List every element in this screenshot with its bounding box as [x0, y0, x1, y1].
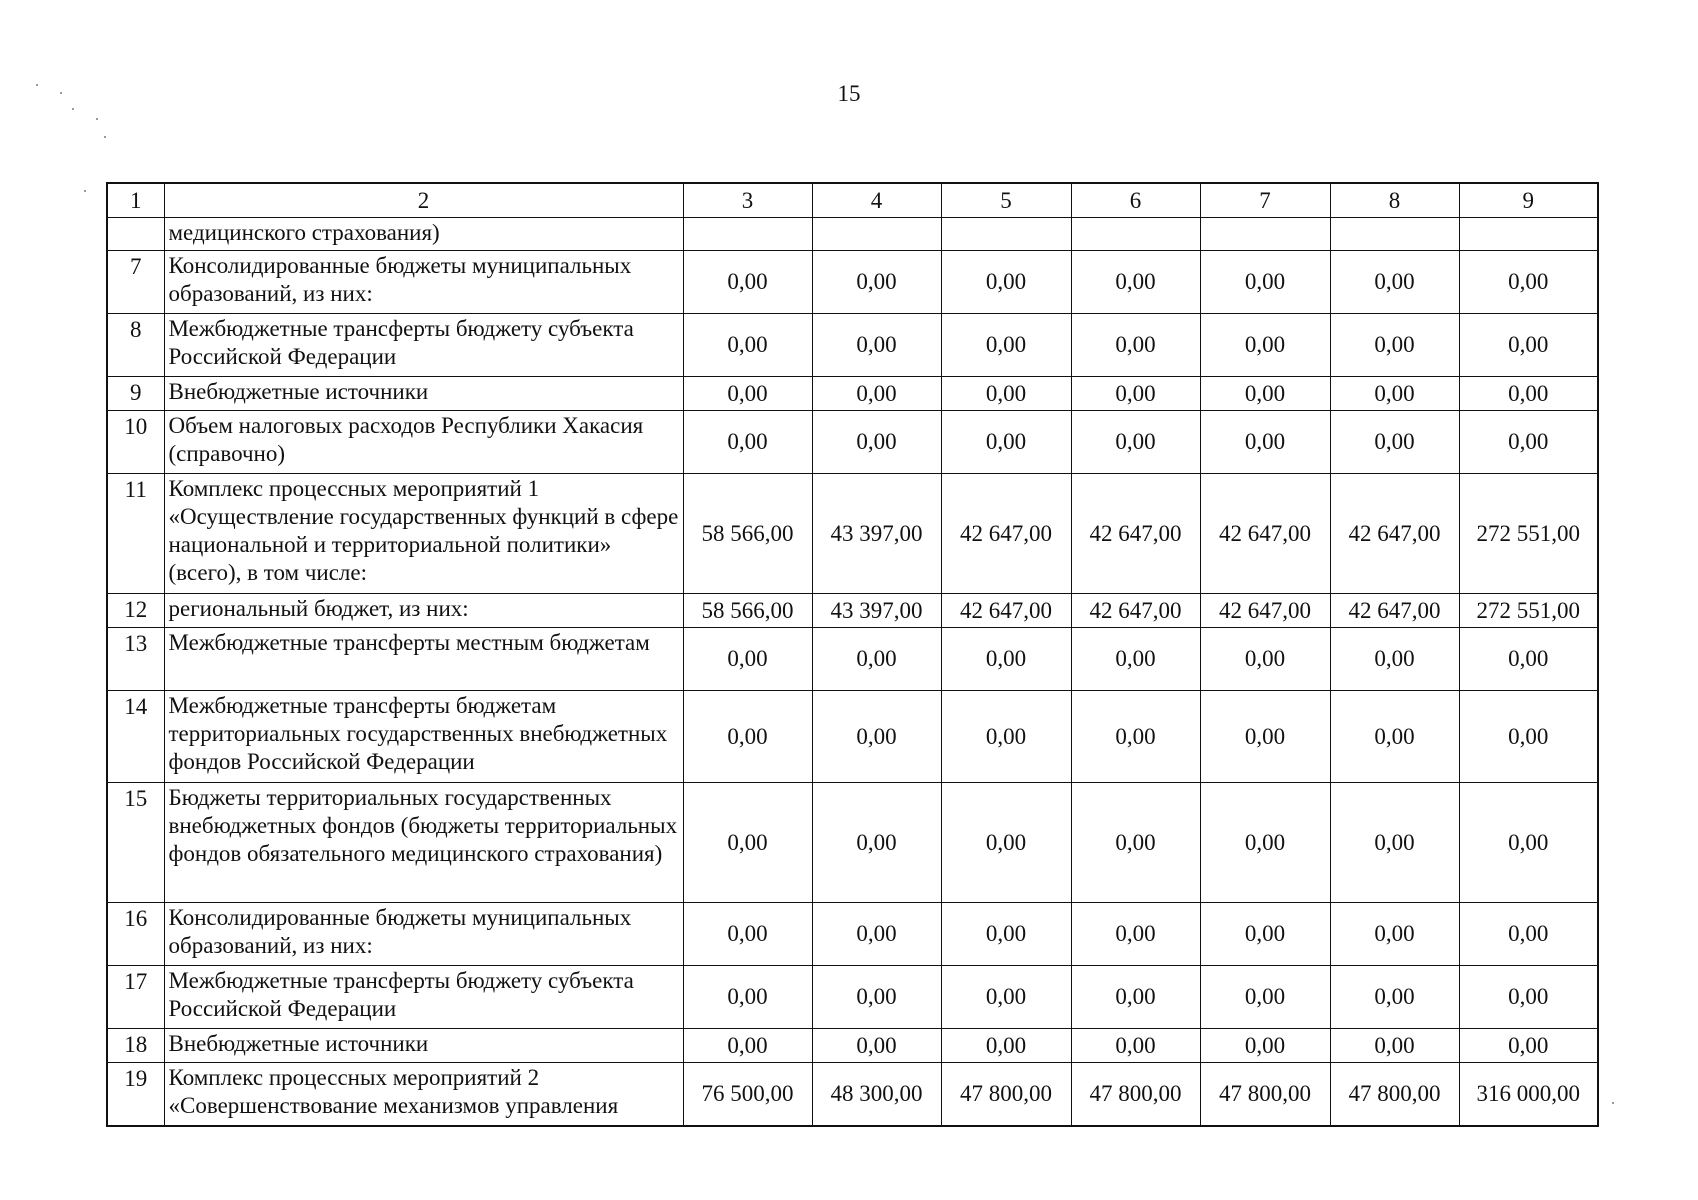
value-cell: 0,00 [1071, 314, 1200, 377]
row-number: 7 [107, 251, 164, 314]
value-cell: 0,00 [683, 783, 812, 903]
value-cell: 0,00 [1071, 251, 1200, 314]
table-row [107, 377, 1598, 411]
value-cell: 0,00 [683, 377, 812, 411]
column-header: 7 [1200, 183, 1330, 218]
value-cell: 0,00 [1459, 1029, 1598, 1063]
column-header: 8 [1330, 183, 1459, 218]
value-cell [683, 218, 812, 251]
value-cell: 0,00 [1071, 377, 1200, 411]
row-name: региональный бюджет, из них: [164, 594, 683, 628]
value-cell: 42 647,00 [941, 594, 1071, 628]
value-cell: 0,00 [1330, 966, 1459, 1029]
value-cell: 0,00 [1459, 628, 1598, 691]
value-cell: 42 647,00 [1071, 474, 1200, 594]
row-name: Внебюджетные источники [164, 377, 683, 411]
value-cell: 0,00 [1200, 411, 1330, 474]
value-cell: 0,00 [1200, 691, 1330, 783]
table-row [107, 691, 1598, 783]
value-cell: 0,00 [812, 1029, 941, 1063]
row-name: Межбюджетные трансферты бюджету субъекта Российской Федерации [164, 314, 683, 377]
row-name: медицинского страхования) [164, 218, 683, 251]
value-cell: 0,00 [812, 903, 941, 966]
budget-table [106, 182, 1599, 1127]
value-cell: 0,00 [812, 691, 941, 783]
row-number [107, 218, 164, 251]
value-cell: 0,00 [812, 628, 941, 691]
value-cell: 42 647,00 [1330, 594, 1459, 628]
value-cell: 0,00 [1330, 1029, 1459, 1063]
table-row [107, 1029, 1598, 1063]
value-cell: 0,00 [941, 377, 1071, 411]
value-cell [1459, 218, 1598, 251]
value-cell: 0,00 [683, 966, 812, 1029]
scan-speck [36, 84, 38, 86]
column-header: 1 [107, 183, 164, 218]
row-name: Внебюджетные источники [164, 1029, 683, 1063]
value-cell: 42 647,00 [1200, 594, 1330, 628]
table-row [107, 1063, 1598, 1126]
value-cell: 0,00 [1330, 377, 1459, 411]
row-number: 19 [107, 1063, 164, 1126]
table-row [107, 783, 1598, 903]
row-name: Объем налоговых расходов Республики Хакасия (справочно) [164, 411, 683, 474]
value-cell: 0,00 [941, 411, 1071, 474]
value-cell: 0,00 [1071, 411, 1200, 474]
value-cell: 42 647,00 [1330, 474, 1459, 594]
value-cell: 47 800,00 [1071, 1063, 1200, 1126]
scan-speck [96, 118, 98, 120]
table-row [107, 218, 1598, 251]
value-cell: 42 647,00 [1200, 474, 1330, 594]
scan-speck [72, 108, 74, 110]
value-cell: 47 800,00 [1330, 1063, 1459, 1126]
value-cell: 0,00 [1330, 691, 1459, 783]
table-row [107, 903, 1598, 966]
value-cell: 272 551,00 [1459, 474, 1598, 594]
value-cell: 0,00 [1459, 966, 1598, 1029]
value-cell: 0,00 [1330, 314, 1459, 377]
value-cell: 0,00 [1200, 628, 1330, 691]
row-name: Бюджеты территориальных государственных внебюджетных фондов (бюджеты территориальных фондов обязательного медицинского страхования) [164, 783, 683, 903]
value-cell: 0,00 [812, 783, 941, 903]
value-cell: 0,00 [1200, 1029, 1330, 1063]
value-cell: 58 566,00 [683, 594, 812, 628]
value-cell: 0,00 [1459, 783, 1598, 903]
value-cell: 58 566,00 [683, 474, 812, 594]
value-cell: 0,00 [1200, 251, 1330, 314]
value-cell: 0,00 [1330, 251, 1459, 314]
row-name: Комплекс процессных мероприятий 2 «Совершенствование механизмов управления [164, 1063, 683, 1126]
scan-speck [84, 190, 86, 192]
row-number: 11 [107, 474, 164, 594]
page-number: 15 [837, 81, 861, 106]
scan-speck [104, 136, 106, 138]
value-cell: 0,00 [812, 251, 941, 314]
value-cell: 0,00 [683, 314, 812, 377]
value-cell: 0,00 [683, 903, 812, 966]
value-cell: 0,00 [683, 691, 812, 783]
row-number: 10 [107, 411, 164, 474]
budget-table-container [106, 182, 1597, 1127]
row-number: 15 [107, 783, 164, 903]
row-name: Комплекс процессных мероприятий 1 «Осуществление государственных функций в сфере национальной и территориальной политики» (всего), в том числе: [164, 474, 683, 594]
value-cell: 76 500,00 [683, 1063, 812, 1126]
value-cell: 0,00 [1071, 1029, 1200, 1063]
table-row [107, 314, 1598, 377]
value-cell: 272 551,00 [1459, 594, 1598, 628]
table-row [107, 474, 1598, 594]
value-cell: 0,00 [1200, 314, 1330, 377]
value-cell: 47 800,00 [1200, 1063, 1330, 1126]
row-number: 13 [107, 628, 164, 691]
value-cell: 0,00 [1071, 628, 1200, 691]
value-cell: 316 000,00 [1459, 1063, 1598, 1126]
column-header: 4 [812, 183, 941, 218]
row-number: 17 [107, 966, 164, 1029]
column-header: 2 [164, 183, 683, 218]
row-name: Межбюджетные трансферты бюджету субъекта Российской Федерации [164, 966, 683, 1029]
value-cell: 0,00 [1459, 691, 1598, 783]
value-cell [1200, 218, 1330, 251]
value-cell: 0,00 [1459, 377, 1598, 411]
table-row [107, 594, 1598, 628]
value-cell: 0,00 [941, 1029, 1071, 1063]
value-cell: 0,00 [1330, 628, 1459, 691]
scan-speck [1612, 1102, 1614, 1104]
value-cell [1071, 218, 1200, 251]
table-row [107, 251, 1598, 314]
row-number: 14 [107, 691, 164, 783]
table-row [107, 966, 1598, 1029]
value-cell: 48 300,00 [812, 1063, 941, 1126]
value-cell: 42 647,00 [1071, 594, 1200, 628]
value-cell: 0,00 [1200, 966, 1330, 1029]
value-cell: 0,00 [1330, 783, 1459, 903]
value-cell: 0,00 [812, 966, 941, 1029]
value-cell: 0,00 [1330, 903, 1459, 966]
value-cell: 0,00 [683, 411, 812, 474]
value-cell: 0,00 [1459, 251, 1598, 314]
row-number: 16 [107, 903, 164, 966]
value-cell: 0,00 [683, 628, 812, 691]
value-cell: 0,00 [1459, 314, 1598, 377]
row-number: 8 [107, 314, 164, 377]
column-number-header-row [107, 183, 1598, 218]
value-cell: 47 800,00 [941, 1063, 1071, 1126]
row-number: 9 [107, 377, 164, 411]
column-header: 6 [1071, 183, 1200, 218]
column-header: 9 [1459, 183, 1598, 218]
value-cell: 0,00 [941, 903, 1071, 966]
table-row [107, 628, 1598, 691]
value-cell: 0,00 [1071, 903, 1200, 966]
row-name: Консолидированные бюджеты муниципальных образований, из них: [164, 251, 683, 314]
value-cell: 0,00 [683, 251, 812, 314]
value-cell: 0,00 [941, 691, 1071, 783]
value-cell: 0,00 [1200, 783, 1330, 903]
value-cell [941, 218, 1071, 251]
value-cell: 0,00 [941, 966, 1071, 1029]
value-cell: 43 397,00 [812, 474, 941, 594]
value-cell: 0,00 [1200, 377, 1330, 411]
value-cell: 0,00 [812, 314, 941, 377]
value-cell: 0,00 [1071, 783, 1200, 903]
column-header: 3 [683, 183, 812, 218]
row-number: 18 [107, 1029, 164, 1063]
value-cell: 0,00 [941, 251, 1071, 314]
row-name: Межбюджетные трансферты местным бюджетам [164, 628, 683, 691]
value-cell: 0,00 [1200, 903, 1330, 966]
table-row [107, 411, 1598, 474]
value-cell: 0,00 [941, 783, 1071, 903]
value-cell [812, 218, 941, 251]
value-cell: 0,00 [1330, 411, 1459, 474]
value-cell: 42 647,00 [941, 474, 1071, 594]
value-cell: 0,00 [1459, 903, 1598, 966]
value-cell: 0,00 [941, 628, 1071, 691]
value-cell: 0,00 [812, 377, 941, 411]
value-cell: 0,00 [812, 411, 941, 474]
row-number: 12 [107, 594, 164, 628]
value-cell: 0,00 [941, 314, 1071, 377]
scan-speck [60, 92, 62, 94]
value-cell: 43 397,00 [812, 594, 941, 628]
value-cell: 0,00 [1071, 691, 1200, 783]
value-cell: 0,00 [1459, 411, 1598, 474]
row-name: Консолидированные бюджеты муниципальных образований, из них: [164, 903, 683, 966]
row-name: Межбюджетные трансферты бюджетам территориальных государственных внебюджетных фондов Российской Федерации [164, 691, 683, 783]
value-cell: 0,00 [683, 1029, 812, 1063]
value-cell [1330, 218, 1459, 251]
column-header: 5 [941, 183, 1071, 218]
value-cell: 0,00 [1071, 966, 1200, 1029]
